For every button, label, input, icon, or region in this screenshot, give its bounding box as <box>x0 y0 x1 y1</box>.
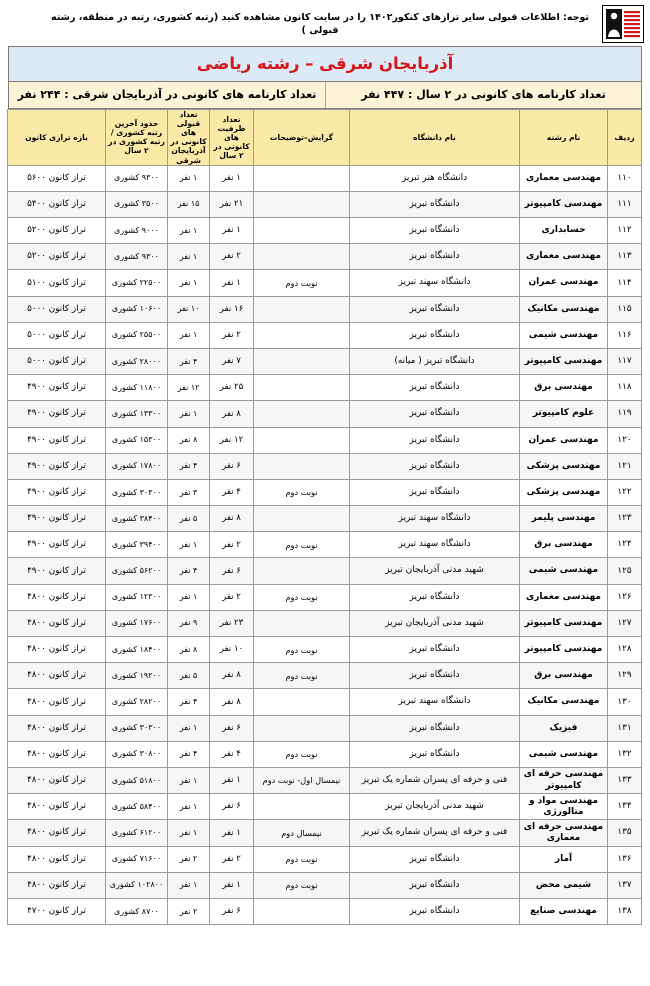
cell-capacity-count: ۱ نفر <box>210 270 254 296</box>
cell-university-name: دانشگاه سهند تبریز <box>350 532 520 558</box>
table-row <box>8 322 642 348</box>
cell-provincial-count: ۱ نفر <box>168 715 210 741</box>
cell-major-name: مهندسی پزشکی <box>520 453 608 479</box>
cell-university-name: دانشگاه تبریز <box>350 741 520 767</box>
cell-taraz-range: تراز کانون ۴۸۰۰ <box>8 872 106 898</box>
cell-row-number: ۱۲۰ <box>608 427 642 453</box>
cell-country-rank: ۳۹۴۰۰ کشوری <box>106 532 168 558</box>
cell-country-rank: ۷۱۶۰۰ کشوری <box>106 846 168 872</box>
cell-major-name: مهندسی مکانیک <box>520 296 608 322</box>
cell-note-text: نوبت دوم <box>254 479 350 505</box>
cell-major-name: مهندسی عمران <box>520 427 608 453</box>
cell-taraz-range: تراز کانون ۴۸۰۰ <box>8 689 106 715</box>
cell-capacity-count: ۷ نفر <box>210 348 254 374</box>
cell-capacity-count: ۲ نفر <box>210 322 254 348</box>
cell-row-number: ۱۳۲ <box>608 741 642 767</box>
cell-university-name: دانشگاه تبریز <box>350 846 520 872</box>
cell-capacity-count: ۸ نفر <box>210 689 254 715</box>
table-row <box>8 348 642 374</box>
cell-provincial-count: ۱ نفر <box>168 322 210 348</box>
cell-capacity-count: ۴ نفر <box>210 479 254 505</box>
top-note: توجه: اطلاعات قبولی سایر ترازهای کنکور۱۴۰۲ را در سایت کانون مشاهده کنید (رتبه کشوری، رتبه در منطقه، رشته قبولی ) <box>51 11 589 36</box>
cell-country-rank: ۱۷۸۰۰ کشوری <box>106 453 168 479</box>
cell-university-name: شهید مدنی آذربایجان تبریز <box>350 794 520 820</box>
cell-capacity-count: ۲ نفر <box>210 846 254 872</box>
cell-capacity-count: ۱ نفر <box>210 767 254 793</box>
cell-row-number: ۱۱۶ <box>608 322 642 348</box>
cell-country-rank: ۱۰۶۰۰ کشوری <box>106 296 168 322</box>
cell-taraz-range: تراز کانون ۵۰۰۰ <box>8 322 106 348</box>
cell-capacity-count: ۲ نفر <box>210 244 254 270</box>
cell-capacity-count: ۸ نفر <box>210 506 254 532</box>
cell-major-name: مهندسی برق <box>520 532 608 558</box>
cell-row-number: ۱۲۴ <box>608 532 642 558</box>
cell-provincial-count: ۴ نفر <box>168 453 210 479</box>
cell-note-text <box>254 348 350 374</box>
cell-provincial-count: ۱ نفر <box>168 767 210 793</box>
results-table-wrap <box>8 109 642 925</box>
cell-country-rank: ۱۷۶۰۰ کشوری <box>106 610 168 636</box>
cell-row-number: ۱۲۸ <box>608 637 642 663</box>
table-row <box>8 218 642 244</box>
col-header-university: نام دانشگاه <box>350 110 520 166</box>
cell-taraz-range: تراز کانون ۴۹۰۰ <box>8 401 106 427</box>
cell-note-text <box>254 715 350 741</box>
cell-taraz-range: تراز کانون ۴۹۰۰ <box>8 558 106 584</box>
table-row <box>8 663 642 689</box>
cell-note-text: نوبت دوم <box>254 532 350 558</box>
table-row <box>8 898 642 924</box>
cell-note-text: نوبت دوم <box>254 741 350 767</box>
table-row <box>8 375 642 401</box>
cell-country-rank: ۲۸۰۰۰ کشوری <box>106 348 168 374</box>
cell-capacity-count: ۴ نفر <box>210 741 254 767</box>
cell-row-number: ۱۱۳ <box>608 244 642 270</box>
table-row <box>8 244 642 270</box>
cell-university-name: دانشگاه تبریز <box>350 191 520 217</box>
cell-provincial-count: ۱ نفر <box>168 165 210 191</box>
cell-major-name: مهندسی حرفه ای معماری <box>520 820 608 846</box>
cell-university-name: دانشگاه سهند تبریز <box>350 506 520 532</box>
cell-provincial-count: ۱۰ نفر <box>168 296 210 322</box>
cell-taraz-range: تراز کانون ۴۸۰۰ <box>8 610 106 636</box>
table-row <box>8 846 642 872</box>
cell-university-name: دانشگاه تبریز ( میانه) <box>350 348 520 374</box>
col-header-major: نام رشته <box>520 110 608 166</box>
cell-university-name: دانشگاه تبریز <box>350 322 520 348</box>
cell-taraz-range: تراز کانون ۵۰۰۰ <box>8 348 106 374</box>
cell-capacity-count: ۱۶ نفر <box>210 296 254 322</box>
cell-taraz-range: تراز کانون ۴۸۰۰ <box>8 767 106 793</box>
cell-note-text <box>254 244 350 270</box>
cell-taraz-range: تراز کانون ۵۴۰۰ <box>8 191 106 217</box>
cell-country-rank: ۵۸۴۰۰ کشوری <box>106 794 168 820</box>
cell-row-number: ۱۱۹ <box>608 401 642 427</box>
cell-capacity-count: ۱ نفر <box>210 165 254 191</box>
cell-country-rank: ۱۲۳۰۰ کشوری <box>106 584 168 610</box>
cell-taraz-range: تراز کانون ۴۹۰۰ <box>8 375 106 401</box>
cell-taraz-range: تراز کانون ۴۸۰۰ <box>8 794 106 820</box>
cell-row-number: ۱۱۵ <box>608 296 642 322</box>
cell-university-name: دانشگاه تبریز <box>350 715 520 741</box>
cell-capacity-count: ۱۰ نفر <box>210 637 254 663</box>
cell-taraz-range: تراز کانون ۴۸۰۰ <box>8 741 106 767</box>
cell-taraz-range: تراز کانون ۵۱۰۰ <box>8 270 106 296</box>
cell-provincial-count: ۵ نفر <box>168 506 210 532</box>
cell-capacity-count: ۶ نفر <box>210 715 254 741</box>
cell-row-number: ۱۲۷ <box>608 610 642 636</box>
cell-university-name: دانشگاه تبریز <box>350 401 520 427</box>
cell-major-name: حسابداری <box>520 218 608 244</box>
region-title-bar <box>8 46 642 82</box>
cell-major-name: علوم کامپیوتر <box>520 401 608 427</box>
cell-note-text <box>254 453 350 479</box>
cell-capacity-count: ۱ نفر <box>210 820 254 846</box>
cell-taraz-range: تراز کانون ۵۶۰۰ <box>8 165 106 191</box>
cell-major-name: مهندسی کامپیوتر <box>520 191 608 217</box>
cell-row-number: ۱۲۱ <box>608 453 642 479</box>
table-row <box>8 767 642 793</box>
cell-provincial-count: ۱ نفر <box>168 584 210 610</box>
cell-note-text: نوبت دوم <box>254 846 350 872</box>
cell-row-number: ۱۳۱ <box>608 715 642 741</box>
cell-note-text: نیمسال اول- نوبت دوم <box>254 767 350 793</box>
cell-provincial-count: ۱ نفر <box>168 532 210 558</box>
cell-provincial-count: ۲ نفر <box>168 898 210 924</box>
cell-taraz-range: تراز کانون ۴۷۰۰ <box>8 898 106 924</box>
cell-university-name: دانشگاه تبریز <box>350 427 520 453</box>
cell-note-text <box>254 427 350 453</box>
table-row <box>8 794 642 820</box>
cell-university-name: شهید مدنی آذربایجان تبریز <box>350 610 520 636</box>
cell-taraz-range: تراز کانون ۵۰۰۰ <box>8 296 106 322</box>
cell-university-name: دانشگاه هنر تبریز <box>350 165 520 191</box>
cell-taraz-range: تراز کانون ۴۹۰۰ <box>8 427 106 453</box>
cell-row-number: ۱۱۴ <box>608 270 642 296</box>
cell-provincial-count: ۸ نفر <box>168 637 210 663</box>
cell-country-rank: ۱۵۳۰۰ کشوری <box>106 427 168 453</box>
table-row <box>8 820 642 846</box>
cell-taraz-range: تراز کانون ۴۸۰۰ <box>8 820 106 846</box>
cell-country-rank: ۶۱۲۰۰ کشوری <box>106 820 168 846</box>
table-row <box>8 689 642 715</box>
cell-provincial-count: ۴ نفر <box>168 741 210 767</box>
cell-major-name: مهندسی کامپیوتر <box>520 637 608 663</box>
cell-row-number: ۱۳۴ <box>608 794 642 820</box>
cell-major-name: مهندسی پلیمر <box>520 506 608 532</box>
cell-row-number: ۱۱۷ <box>608 348 642 374</box>
cell-taraz-range: تراز کانون ۴۸۰۰ <box>8 846 106 872</box>
cell-major-name: آمار <box>520 846 608 872</box>
cell-university-name: دانشگاه تبریز <box>350 663 520 689</box>
cell-university-name: دانشگاه تبریز <box>350 218 520 244</box>
cell-major-name: مهندسی شیمی <box>520 741 608 767</box>
cell-provincial-count: ۵ نفر <box>168 663 210 689</box>
cell-note-text <box>254 610 350 636</box>
cell-note-text <box>254 794 350 820</box>
col-header-provincial-count: تعداد قبولی های کانونی در آذربایجان شرقی <box>168 110 210 166</box>
cell-row-number: ۱۳۳ <box>608 767 642 793</box>
cell-taraz-range: تراز کانون ۵۲۰۰ <box>8 244 106 270</box>
counter-two-year-total: تعداد کارنامه های کانونی در ۲ سال : ۴۴۷ نفر <box>325 82 641 108</box>
cell-country-rank: ۱۱۸۰۰ کشوری <box>106 375 168 401</box>
cell-row-number: ۱۳۵ <box>608 820 642 846</box>
cell-note-text <box>254 296 350 322</box>
cell-row-number: ۱۱۸ <box>608 375 642 401</box>
cell-country-rank: ۱۳۳۰۰ کشوری <box>106 401 168 427</box>
cell-major-name: مهندسی معماری <box>520 165 608 191</box>
cell-provincial-count: ۳ نفر <box>168 479 210 505</box>
cell-provincial-count: ۱ نفر <box>168 820 210 846</box>
header-area <box>0 0 650 46</box>
cell-provincial-count: ۱ نفر <box>168 218 210 244</box>
cell-university-name: فنی و حرفه ای پسران شماره یک تبریز <box>350 820 520 846</box>
cell-major-name: مهندسی مواد و متالورژی <box>520 794 608 820</box>
table-row <box>8 584 642 610</box>
cell-capacity-count: ۱ نفر <box>210 218 254 244</box>
cell-note-text <box>254 558 350 584</box>
cell-capacity-count: ۱۲ نفر <box>210 427 254 453</box>
cell-major-name: مهندسی حرفه ای کامپیوتر <box>520 767 608 793</box>
cell-taraz-range: تراز کانون ۴۹۰۰ <box>8 532 106 558</box>
cell-note-text <box>254 165 350 191</box>
cell-capacity-count: ۲۱ نفر <box>210 191 254 217</box>
cell-country-rank: ۳۰۳۰۰ کشوری <box>106 715 168 741</box>
cell-major-name: مهندسی معماری <box>520 584 608 610</box>
cell-major-name: شیمی محض <box>520 872 608 898</box>
col-header-capacity: تعداد ظرفیت های کانونی در ۲ سال <box>210 110 254 166</box>
cell-note-text <box>254 191 350 217</box>
cell-provincial-count: ۴ نفر <box>168 558 210 584</box>
table-row <box>8 558 642 584</box>
cell-row-number: ۱۲۹ <box>608 663 642 689</box>
cell-country-rank: ۳۵۰۰ کشوری <box>106 191 168 217</box>
cell-row-number: ۱۲۲ <box>608 479 642 505</box>
table-row <box>8 479 642 505</box>
col-header-rank: حدود آخرین رتبه کشوری / رتبه کشوری در ۲ سال <box>106 110 168 166</box>
cell-taraz-range: تراز کانون ۵۲۰۰ <box>8 218 106 244</box>
cell-major-name: مهندسی صنایع <box>520 898 608 924</box>
cell-major-name: مهندسی شیمی <box>520 322 608 348</box>
table-row <box>8 532 642 558</box>
table-row <box>8 872 642 898</box>
table-header-row <box>8 110 642 166</box>
table-row <box>8 637 642 663</box>
cell-note-text <box>254 322 350 348</box>
cell-provincial-count: ۱ نفر <box>168 270 210 296</box>
cell-note-text: نوبت دوم <box>254 872 350 898</box>
cell-university-name: دانشگاه تبریز <box>350 375 520 401</box>
counters-row <box>8 82 642 109</box>
cell-note-text <box>254 506 350 532</box>
cell-university-name: دانشگاه تبریز <box>350 898 520 924</box>
cell-note-text: نوبت دوم <box>254 584 350 610</box>
col-header-row: ردیف <box>608 110 642 166</box>
cell-capacity-count: ۶ نفر <box>210 898 254 924</box>
page-title: آذربایجان شرقی – رشته ریاضی <box>196 54 454 73</box>
cell-university-name: دانشگاه تبریز <box>350 244 520 270</box>
cell-capacity-count: ۲۵ نفر <box>210 375 254 401</box>
cell-note-text: نوبت دوم <box>254 270 350 296</box>
cell-note-text <box>254 401 350 427</box>
cell-major-name: مهندسی برق <box>520 375 608 401</box>
cell-university-name: دانشگاه تبریز <box>350 872 520 898</box>
cell-provincial-count: ۱۵ نفر <box>168 191 210 217</box>
cell-row-number: ۱۱۱ <box>608 191 642 217</box>
cell-provincial-count: ۱ نفر <box>168 872 210 898</box>
cell-taraz-range: تراز کانون ۴۸۰۰ <box>8 715 106 741</box>
cell-country-rank: ۳۰۳۰۰ کشوری <box>106 479 168 505</box>
kanoon-logo-icon <box>604 7 642 41</box>
cell-taraz-range: تراز کانون ۴۸۰۰ <box>8 637 106 663</box>
cell-row-number: ۱۳۷ <box>608 872 642 898</box>
cell-country-rank: ۹۳۰۰ کشوری <box>106 165 168 191</box>
cell-capacity-count: ۸ نفر <box>210 401 254 427</box>
cell-provincial-count: ۲ نفر <box>168 846 210 872</box>
cell-provincial-count: ۱ نفر <box>168 401 210 427</box>
cell-taraz-range: تراز کانون ۴۸۰۰ <box>8 584 106 610</box>
cell-provincial-count: ۴ نفر <box>168 348 210 374</box>
cell-provincial-count: ۱۲ نفر <box>168 375 210 401</box>
cell-university-name: دانشگاه تبریز <box>350 637 520 663</box>
cell-row-number: ۱۳۶ <box>608 846 642 872</box>
cell-note-text: نوبت دوم <box>254 663 350 689</box>
cell-country-rank: ۲۲۵۰۰ کشوری <box>106 270 168 296</box>
table-header <box>8 110 642 166</box>
cell-country-rank: ۵۱۸۰۰ کشوری <box>106 767 168 793</box>
cell-country-rank: ۹۰۰۰ کشوری <box>106 218 168 244</box>
cell-capacity-count: ۶ نفر <box>210 453 254 479</box>
table-row <box>8 296 642 322</box>
table-row <box>8 506 642 532</box>
cell-row-number: ۱۳۰ <box>608 689 642 715</box>
col-header-note: گرایش–توضیحات <box>254 110 350 166</box>
cell-university-name: دانشگاه تبریز <box>350 584 520 610</box>
counter-province-total: تعداد کارنامه های کانونی در آذربایجان شرقی : ۲۴۴ نفر <box>17 88 317 101</box>
cell-major-name: مهندسی برق <box>520 663 608 689</box>
cell-note-text <box>254 689 350 715</box>
cell-capacity-count: ۶ نفر <box>210 558 254 584</box>
col-header-taraz: بازه ترازی کانون <box>8 110 106 166</box>
table-row <box>8 453 642 479</box>
cell-university-name: دانشگاه تبریز <box>350 296 520 322</box>
cell-provincial-count: ۱ نفر <box>168 244 210 270</box>
table-row <box>8 270 642 296</box>
cell-major-name: مهندسی عمران <box>520 270 608 296</box>
cell-university-name: فنی و حرفه ای پسران شماره یک تبریز <box>350 767 520 793</box>
cell-note-text <box>254 898 350 924</box>
cell-provincial-count: ۸ نفر <box>168 427 210 453</box>
cell-country-rank: ۲۵۵۰۰ کشوری <box>106 322 168 348</box>
cell-note-text: نوبت دوم <box>254 637 350 663</box>
cell-row-number: ۱۲۶ <box>608 584 642 610</box>
cell-university-name: دانشگاه سهند تبریز <box>350 689 520 715</box>
cell-university-name: دانشگاه تبریز <box>350 479 520 505</box>
cell-major-name: مهندسی شیمی <box>520 558 608 584</box>
cell-note-text: نیمسال دوم <box>254 820 350 846</box>
cell-row-number: ۱۳۸ <box>608 898 642 924</box>
cell-note-text <box>254 375 350 401</box>
cell-capacity-count: ۲ نفر <box>210 532 254 558</box>
cell-country-rank: ۱۰۲۸۰۰ کشوری <box>106 872 168 898</box>
cell-major-name: مهندسی پزشکی <box>520 479 608 505</box>
cell-provincial-count: ۴ نفر <box>168 689 210 715</box>
cell-university-name: دانشگاه تبریز <box>350 453 520 479</box>
cell-taraz-range: تراز کانون ۴۹۰۰ <box>8 453 106 479</box>
cell-major-name: مهندسی کامپیوتر <box>520 348 608 374</box>
cell-major-name: مهندسی معماری <box>520 244 608 270</box>
table-row <box>8 401 642 427</box>
cell-country-rank: ۸۷۰۰ کشوری <box>106 898 168 924</box>
cell-taraz-range: تراز کانون ۴۸۰۰ <box>8 663 106 689</box>
cell-country-rank: ۱۸۴۰۰ کشوری <box>106 637 168 663</box>
cell-country-rank: ۳۰۸۰۰ کشوری <box>106 741 168 767</box>
cell-country-rank: ۵۶۲۰۰ کشوری <box>106 558 168 584</box>
cell-taraz-range: تراز کانون ۴۹۰۰ <box>8 479 106 505</box>
cell-major-name: مهندسی مکانیک <box>520 689 608 715</box>
table-row <box>8 165 642 191</box>
cell-capacity-count: ۶ نفر <box>210 794 254 820</box>
cell-row-number: ۱۲۵ <box>608 558 642 584</box>
table-row <box>8 610 642 636</box>
cell-country-rank: ۳۸۴۰۰ کشوری <box>106 506 168 532</box>
table-body <box>8 165 642 924</box>
cell-country-rank: ۲۸۲۰۰ کشوری <box>106 689 168 715</box>
cell-taraz-range: تراز کانون ۴۹۰۰ <box>8 506 106 532</box>
cell-capacity-count: ۲۳ نفر <box>210 610 254 636</box>
cell-provincial-count: ۹ نفر <box>168 610 210 636</box>
cell-university-name: دانشگاه سهند تبریز <box>350 270 520 296</box>
cell-capacity-count: ۸ نفر <box>210 663 254 689</box>
cell-note-text <box>254 218 350 244</box>
table-row <box>8 191 642 217</box>
cell-country-rank: ۱۹۲۰۰ کشوری <box>106 663 168 689</box>
cell-provincial-count: ۱ نفر <box>168 794 210 820</box>
table-row <box>8 741 642 767</box>
cell-capacity-count: ۱ نفر <box>210 872 254 898</box>
cell-row-number: ۱۱۰ <box>608 165 642 191</box>
cell-country-rank: ۹۳۰۰ کشوری <box>106 244 168 270</box>
table-row <box>8 427 642 453</box>
results-table <box>7 109 642 925</box>
kanoon-logo <box>602 5 644 43</box>
table-row <box>8 715 642 741</box>
cell-row-number: ۱۲۳ <box>608 506 642 532</box>
cell-major-name: فیزیک <box>520 715 608 741</box>
cell-university-name: شهید مدنی آذربایجان تبریز <box>350 558 520 584</box>
cell-row-number: ۱۱۲ <box>608 218 642 244</box>
cell-major-name: مهندسی کامپیوتر <box>520 610 608 636</box>
cell-capacity-count: ۲ نفر <box>210 584 254 610</box>
